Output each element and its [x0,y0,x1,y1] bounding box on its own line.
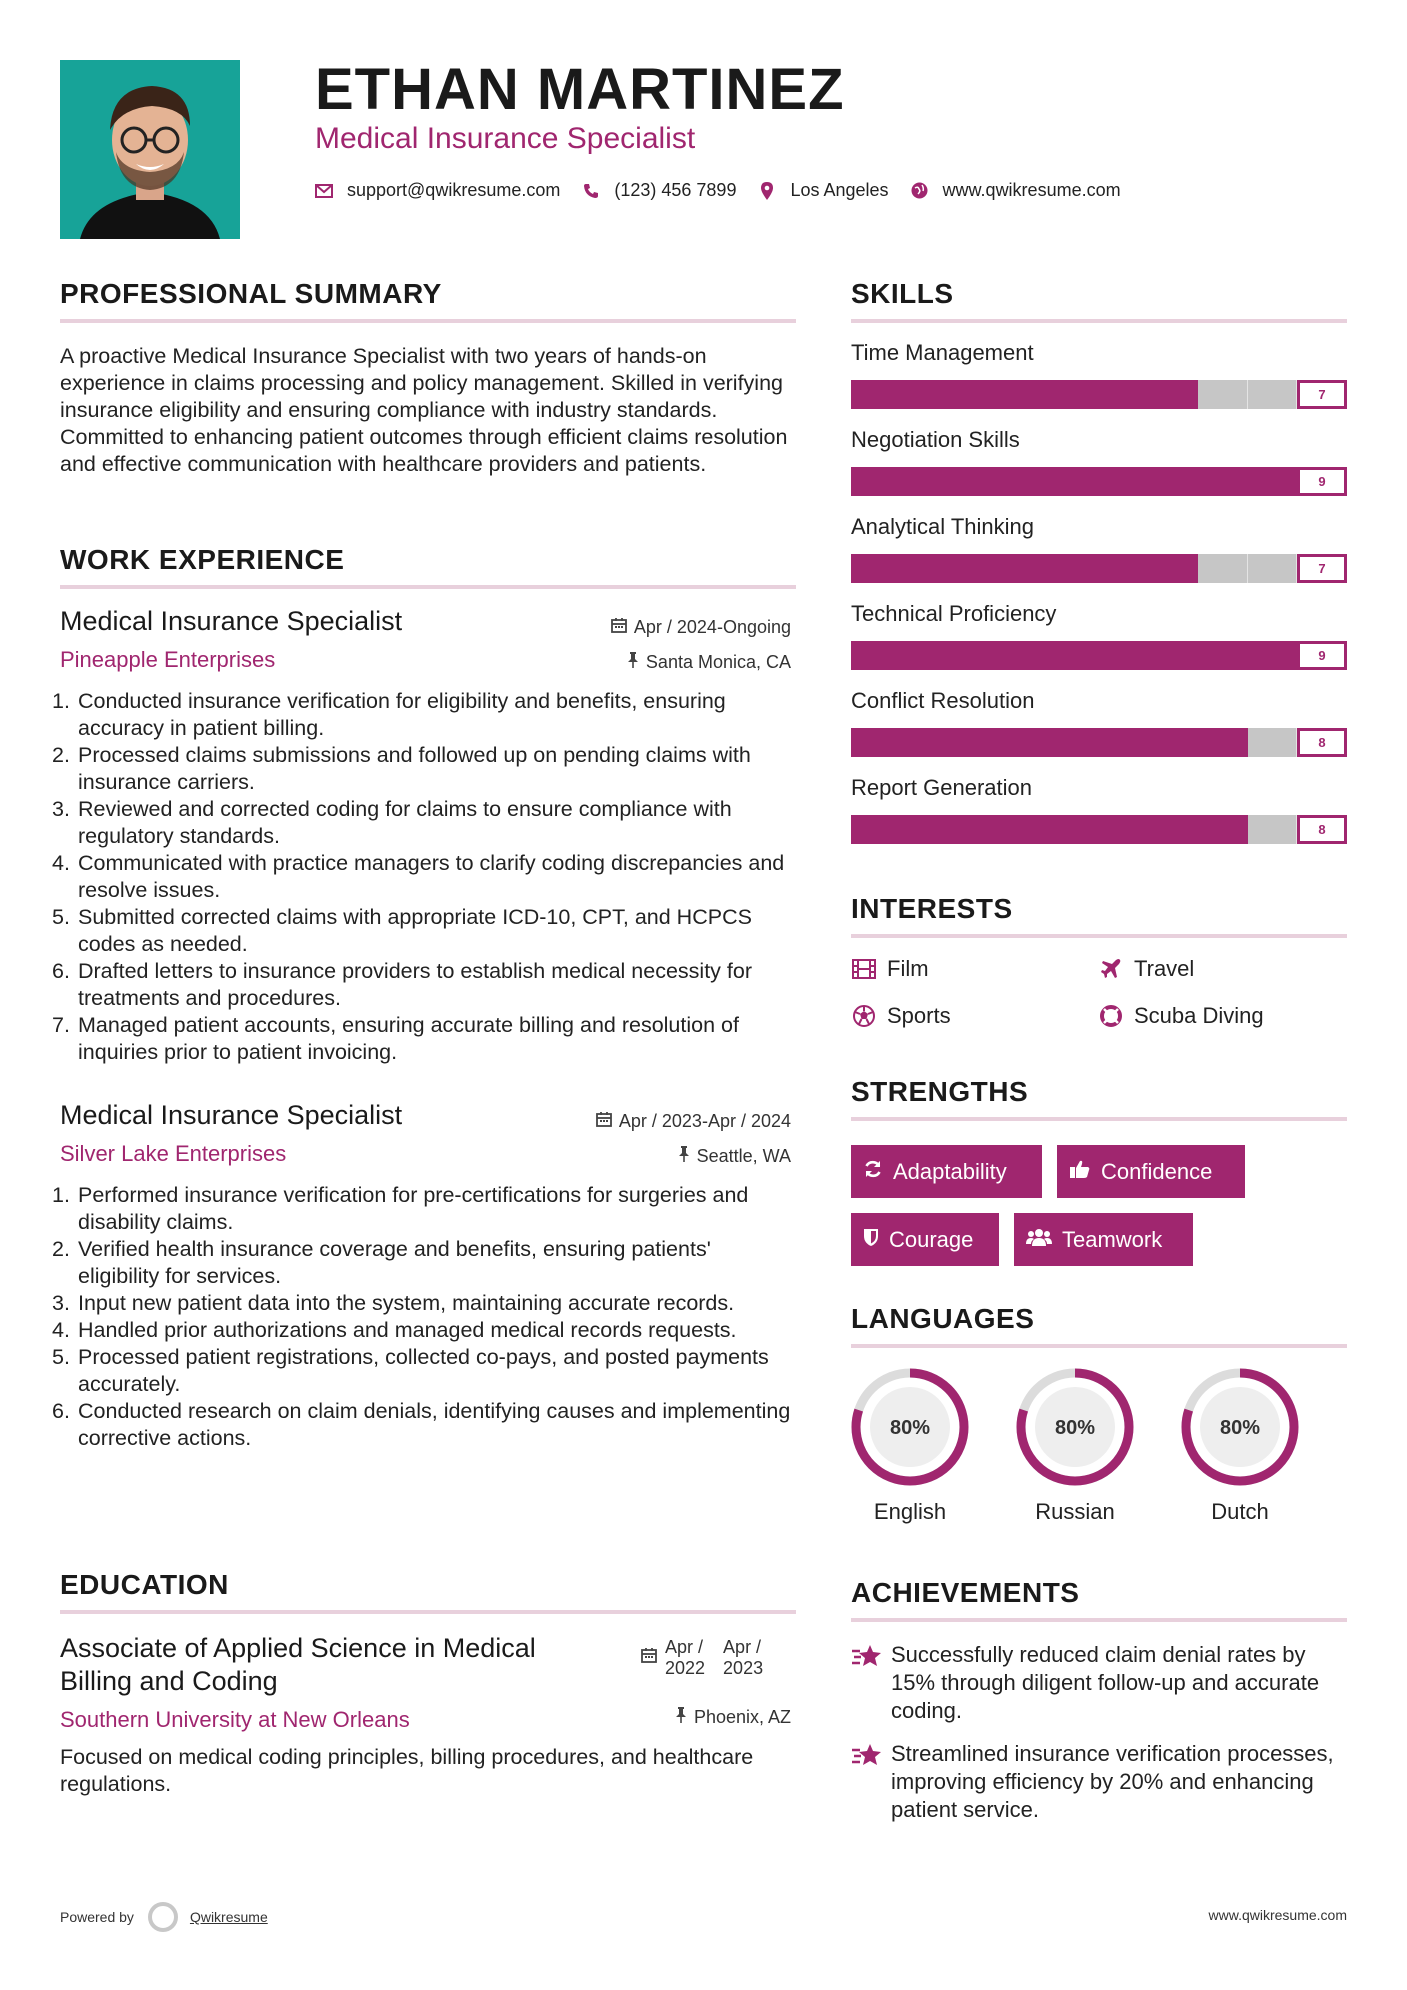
contact-phone: (123) 456 7899 [614,180,737,200]
skill-bar-filled-segment [1000,554,1050,583]
skill-bar [851,467,1347,496]
skill-bar-filled-segment [950,554,1000,583]
duty-item: Processed patient registrations, collected co-pays, and posted payments accurately. [78,1345,769,1396]
interest-label: Scuba Diving [1134,1003,1264,1028]
language-item [848,1365,972,1525]
achievement-text: Successfully reduced claim denial rates by 15% through diligent follow-up and accurate coding. [891,1642,1320,1723]
job-2-dates [596,1111,791,1132]
skill-bar-filled-segment [1149,641,1199,670]
achievement-text: Streamlined insurance verification processes, improving efficiency by 20% and enhancing patient service. [891,1741,1334,1822]
skill-bar-filled-segment [1049,467,1099,496]
duty-item: Performed insurance verification for pre-certifications for surgeries and disability claims. [78,1183,749,1234]
skill-score: 7 [1297,554,1347,583]
skill-bar [851,728,1347,757]
skill-bar [851,641,1347,670]
skill-bar-filled-segment [1149,815,1199,844]
skill-bar-filled-segment [901,467,951,496]
skill-bar [851,815,1347,844]
skill-bar-filled-segment [1049,641,1099,670]
strengths-divider [851,1117,1347,1121]
language-percent: 80% [1054,1417,1096,1439]
skill-bar-filled-segment [1099,641,1149,670]
skill-name: Report Generation [851,775,1032,800]
shield-icon [863,1227,879,1253]
skill-bar-empty-segment [1248,815,1298,844]
skill-bar-filled-segment [851,380,901,409]
education-school: Southern University at New Orleans [60,1707,410,1732]
languages-divider [851,1344,1347,1348]
plane-icon [1098,958,1124,980]
calendar-icon [641,1647,657,1679]
achievement-item [851,1641,1351,1725]
skill-bar-filled-segment [1198,728,1248,757]
footer-url[interactable]: www.qwikresume.com [1208,1907,1347,1923]
strength-adaptability [851,1145,1042,1198]
contact-website[interactable]: www.qwikresume.com [942,180,1121,200]
skill-bar-filled-segment [851,554,901,583]
duty-item: Conducted insurance verification for eligibility and benefits, ensuring accuracy in patient billing. [78,689,726,740]
candidate-name: ETHAN MARTINEZ [315,57,845,122]
skill-bar-filled-segment [901,554,951,583]
skill-bar-filled-segment [1000,728,1050,757]
skill-bar-filled-segment [851,467,901,496]
skill-name: Time Management [851,340,1034,365]
skill-bar-filled-segment [1198,467,1248,496]
job-2-location [678,1146,791,1167]
skill-bar-filled-segment [950,728,1000,757]
job-2-dates-text: Apr / 2023-Apr / 2024 [618,1111,791,1131]
achievement-item [851,1740,1351,1824]
strength-confidence [1057,1145,1245,1198]
job-1-duties [52,688,797,1066]
education-location-text: Phoenix, AZ [693,1707,791,1727]
skill-bar-filled-segment [1198,815,1248,844]
pin-icon [678,1146,690,1167]
globe-icon [911,182,929,199]
skill-bar-filled-segment [851,815,901,844]
skill-bar-filled-segment [1198,641,1248,670]
skill-bar-filled-segment [901,815,951,844]
experience-heading: WORK EXPERIENCE [60,544,345,575]
duty-item: Reviewed and corrected coding for claims to ensure compliance with regulatory standards. [78,797,732,848]
duty-item: Drafted letters to insurance providers to establish medical necessity for treatments and procedures. [78,959,752,1010]
job-2-duties [52,1182,797,1452]
life-ring-icon [1098,1005,1124,1027]
skill-bar [851,554,1347,583]
map-marker-icon [758,182,776,200]
language-item [1013,1365,1137,1525]
duty-item: Communicated with practice managers to clarify coding discrepancies and resolve issues. [78,851,785,902]
job-1-company: Pineapple Enterprises [60,647,276,672]
job-2-company: Silver Lake Enterprises [60,1141,287,1166]
skill-bar-filled-segment [1099,554,1149,583]
education-description: Focused on medical coding principles, billing procedures, and healthcare regulations. [60,1745,754,1796]
skill-name: Analytical Thinking [851,514,1035,539]
interest-label: Travel [1134,956,1195,981]
education-end-month: Apr / [723,1637,762,1657]
strength-label: Teamwork [1062,1226,1163,1252]
interests-divider [851,934,1347,938]
education-end-date [723,1637,763,1679]
language-name: Dutch [1211,1499,1269,1524]
interest-scuba-diving [1098,1003,1264,1029]
education-start-date [665,1637,705,1679]
education-location [675,1707,791,1728]
duty-item: Input new patient data into the system, maintaining accurate records. [78,1291,735,1315]
interest-film [851,956,929,982]
interest-travel [1098,956,1194,982]
thumbs-up-icon [1069,1159,1091,1185]
skills-heading: SKILLS [851,278,954,309]
skill-bar-empty-segment [1248,554,1298,583]
strength-label: Courage [889,1226,974,1252]
language-ring [1013,1365,1137,1489]
job-1-location [627,652,791,673]
calendar-icon [596,1111,612,1132]
skill-bar-filled-segment [1049,728,1099,757]
skill-bar-filled-segment [901,380,951,409]
strength-label: Confidence [1101,1158,1213,1184]
summary-heading: PROFESSIONAL SUMMARY [60,278,442,309]
education-degree [60,1632,536,1698]
language-ring [1178,1365,1302,1489]
job-1-dates-text: Apr / 2024-Ongoing [633,617,791,637]
skill-bar-filled-segment [1099,815,1149,844]
strength-label: Adaptability [893,1158,1007,1184]
profile-photo [60,60,240,239]
skill-bar-filled-segment [1248,467,1298,496]
phone-icon [582,183,600,199]
skill-bar-filled-segment [1099,380,1149,409]
skill-bar-filled-segment [1049,815,1099,844]
education-end-year: 2023 [723,1658,764,1678]
degree-line-1: Associate of Applied Science in Medical [60,1633,536,1663]
skill-bar-filled-segment [950,467,1000,496]
skill-bar-filled-segment [1149,554,1199,583]
skill-name: Technical Proficiency [851,601,1057,626]
pin-icon [627,652,639,673]
skill-score: 9 [1297,467,1347,496]
envelope-icon [315,184,333,198]
duty-item: Processed claims submissions and followed up on pending claims with insurance carriers. [78,743,751,794]
job-2-location-text: Seattle, WA [696,1146,791,1166]
skill-score: 7 [1297,380,1347,409]
star-badge-icon [851,1742,891,1824]
education-start-year: 2022 [665,1658,706,1678]
skill-bar-filled-segment [1099,467,1149,496]
powered-by-label: Powered by [60,1909,134,1925]
summary-divider [60,319,796,323]
skill-bar-filled-segment [1099,728,1149,757]
star-badge-icon [851,1643,891,1725]
skill-bar-filled-segment [1000,641,1050,670]
contact-email[interactable]: support@qwikresume.com [347,180,561,200]
skill-bar-filled-segment [851,728,901,757]
duty-item: Handled prior authorizations and managed medical records requests. [78,1318,737,1342]
skill-bar-empty-segment [1198,554,1248,583]
skill-bar-filled-segment [950,815,1000,844]
qwikresume-link[interactable]: Qwikresume [189,1909,268,1925]
job-1-title: Medical Insurance Specialist [60,606,403,636]
qwikresume-logo-icon [148,1902,178,1932]
language-item [1178,1365,1302,1525]
skill-bar-filled-segment [1149,728,1199,757]
achievements-heading: ACHIEVEMENTS [851,1577,1080,1608]
job-1-location-text: Santa Monica, CA [645,652,791,672]
strength-courage [851,1213,999,1266]
skill-bar-filled-segment [1149,380,1199,409]
skill-bar-filled-segment [851,641,901,670]
interests-heading: INTERESTS [851,893,1013,924]
skill-name: Conflict Resolution [851,688,1035,713]
language-name: Russian [1035,1499,1115,1524]
job-2-title: Medical Insurance Specialist [60,1100,403,1130]
contact-location: Los Angeles [790,180,889,200]
skill-name: Negotiation Skills [851,427,1020,452]
achievements-divider [851,1618,1347,1622]
skill-bar-filled-segment [950,380,1000,409]
calendar-icon [611,617,627,638]
candidate-role: Medical Insurance Specialist [315,122,696,155]
pin-icon [675,1707,687,1728]
skill-bar-filled-segment [1000,467,1050,496]
interest-sports [851,1003,951,1029]
interest-label: Film [887,956,929,981]
skill-bar-filled-segment [1049,554,1099,583]
skill-bar-filled-segment [901,728,951,757]
skill-score: 8 [1297,815,1347,844]
language-percent: 80% [1219,1417,1261,1439]
interest-label: Sports [887,1003,951,1028]
skill-bar-empty-segment [1248,380,1298,409]
education-divider [60,1610,796,1614]
degree-line-2: Billing and Coding [60,1666,278,1696]
language-percent: 80% [889,1417,931,1439]
footer-branding [60,1902,268,1932]
skill-bar [851,380,1347,409]
strengths-heading: STRENGTHS [851,1076,1029,1107]
soccer-ball-icon [851,1005,877,1027]
skill-bar-filled-segment [1000,815,1050,844]
language-name: English [873,1499,947,1524]
skill-bar-empty-segment [1248,728,1298,757]
duty-item: Conducted research on claim denials, identifying causes and implementing corrective actions. [78,1399,791,1450]
refresh-icon [863,1159,883,1185]
skill-bar-filled-segment [1149,467,1199,496]
skill-score: 9 [1297,641,1347,670]
experience-divider [60,585,796,589]
skill-bar-filled-segment [1000,380,1050,409]
summary-text: A proactive Medical Insurance Specialist with two years of hands-on experience in claims processing and policy management. Skilled in verifying insurance eligibility and ensuring compliance with industry standards. Committed to enhancing patient outcomes through efficient claims resolution and effective communication with healthcare providers and patients. [60,344,788,476]
skill-bar-filled-segment [1248,641,1298,670]
duty-item: Submitted corrected claims with appropriate ICD-10, CPT, and HCPCS codes as needed. [78,905,752,956]
education-dates [641,1637,763,1679]
skill-bar-empty-segment [1198,380,1248,409]
duty-item: Managed patient accounts, ensuring accurate billing and resolution of inquiries prior to patient invoicing. [78,1013,739,1064]
skill-score: 8 [1297,728,1347,757]
skills-divider [851,319,1347,323]
strength-teamwork [1014,1213,1193,1266]
skill-bar-filled-segment [950,641,1000,670]
education-start-month: Apr / [665,1637,704,1657]
users-icon [1026,1227,1052,1253]
contact-row [315,180,1143,201]
skill-bar-filled-segment [901,641,951,670]
education-heading: EDUCATION [60,1569,229,1600]
job-1-dates [611,617,791,638]
duty-item: Verified health insurance coverage and benefits, ensuring patients' eligibility for services. [78,1237,711,1288]
languages-heading: LANGUAGES [851,1303,1035,1334]
language-ring [848,1365,972,1489]
film-icon [851,959,877,979]
skill-bar-filled-segment [1049,380,1099,409]
